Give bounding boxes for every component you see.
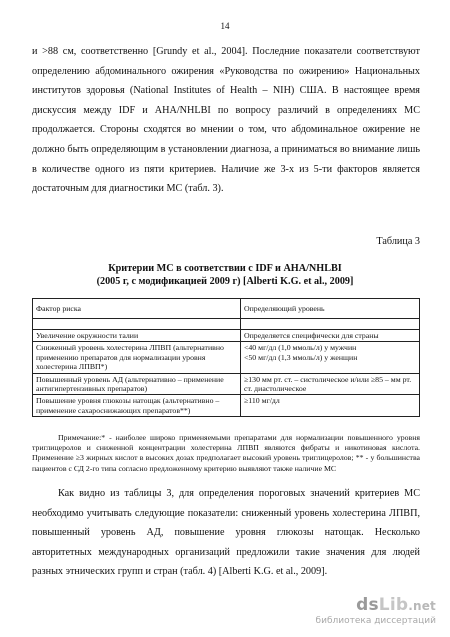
table-cell-level <box>241 342 420 373</box>
watermark-subtitle: библиотека диссертаций <box>315 616 436 626</box>
table-row <box>33 395 420 417</box>
table-cell-level-women: <50 мг/дл (1,3 ммоль/л) у женщин <box>244 352 358 362</box>
table-caption: Таблица 3 <box>376 236 420 247</box>
table-title-line-1: Критерии МС в соответствии с IDF и AHA/NHLBI <box>108 263 342 274</box>
watermark <box>306 595 436 631</box>
table-title <box>0 262 450 288</box>
table-header-row <box>33 299 420 319</box>
table-row <box>33 330 420 342</box>
watermark-logo-tld: .net <box>408 599 436 613</box>
watermark-logo-accent: Lib <box>378 595 409 615</box>
body-paragraph-2: Как видно из таблицы 3, для определения пороговых значений критериев МС необходимо учитывать следующие показатели: сниженный уровень холестерина ЛПВП, повышенный уровень АД, повышение уровня глюкозы натощак. Несколько авторитетных международных организаций предложили такие значения для людей разных этнических групп и стран (табл. 4) [Alberti K.G. et al., 2009]. <box>32 488 420 578</box>
table-row <box>33 342 420 373</box>
table-spacer-cell <box>33 319 241 330</box>
criteria-table <box>32 298 420 417</box>
table-header-factor: Фактор риска <box>33 299 241 319</box>
table-header-level: Определяющий уровень <box>241 299 420 319</box>
table-cell-level: ≥130 мм рт. ст. – систолическое и/или ≥85 – мм рт. ст. диастолическое <box>241 373 420 395</box>
watermark-logo-main: ds <box>356 595 379 615</box>
table-spacer-cell <box>241 319 420 330</box>
body-paragraph-1: и >88 см, соответственно [Grundy et al., 2004]. Последние показатели соответствуют определению абдоминального ожирения «Руководства по ожирению» Национальных институтов здоровья (National Institutes of Health – NIH) США. В настоящее время дискуссия между IDF и AHA/NHLBI по вопросу различий в определениях МС продолжается. Стороны сходятся во мнении о том, что абдоминальное ожирение не должно быть определяющим в установлении диагноза, а приниматься во внимание лишь в количестве одного из пяти критериев. Наличие же 3-х из 5-ти факторов является достаточным для диагностики МС (табл. 3). <box>32 46 420 195</box>
table-cell-level: Определяется специфически для страны <box>241 330 420 342</box>
table-cell-factor: Повышение уровня глюкозы натощак (альтернативно – применение сахароснижающих препаратов**) <box>33 395 241 417</box>
table-cell-level: ≥110 мг/дл <box>241 395 420 417</box>
table-cell-factor: Увеличение окружности талии <box>33 330 241 342</box>
table-cell-factor: Повышенный уровень АД (альтернативно – применение антигипертензивных препаратов) <box>33 373 241 395</box>
table-cell-factor: Сниженный уровень холестерина ЛПВП (альтернативно применению препаратов для нормализации уровня холестерина ЛПВП*) <box>33 342 241 373</box>
table-row <box>33 373 420 395</box>
table-note: Примечание:* - наиболее широко применяемыми препаратами для нормализации повышенного уровня триглицеролов и сниженной концентрации холестерина ЛПВП являются фибраты и никотиновая кислота. Применение ≥3 жирных кислот в высоких дозах предполагает высокий уровень триглицеролов; ** - у большинства пациентов с СД 2-го типа согласно предложенному критерию выявляют также наличие МС <box>32 433 420 473</box>
table-spacer-row <box>33 319 420 330</box>
table-cell-level-men: <40 мг/дл (1,0 ммоль/л) у мужчин <box>244 343 357 353</box>
page-number: 14 <box>220 21 230 31</box>
watermark-logo <box>356 595 436 615</box>
table-title-line-2: (2005 г, с модификацией 2009 г) [Alberti K.G. et al., 2009] <box>96 276 354 287</box>
